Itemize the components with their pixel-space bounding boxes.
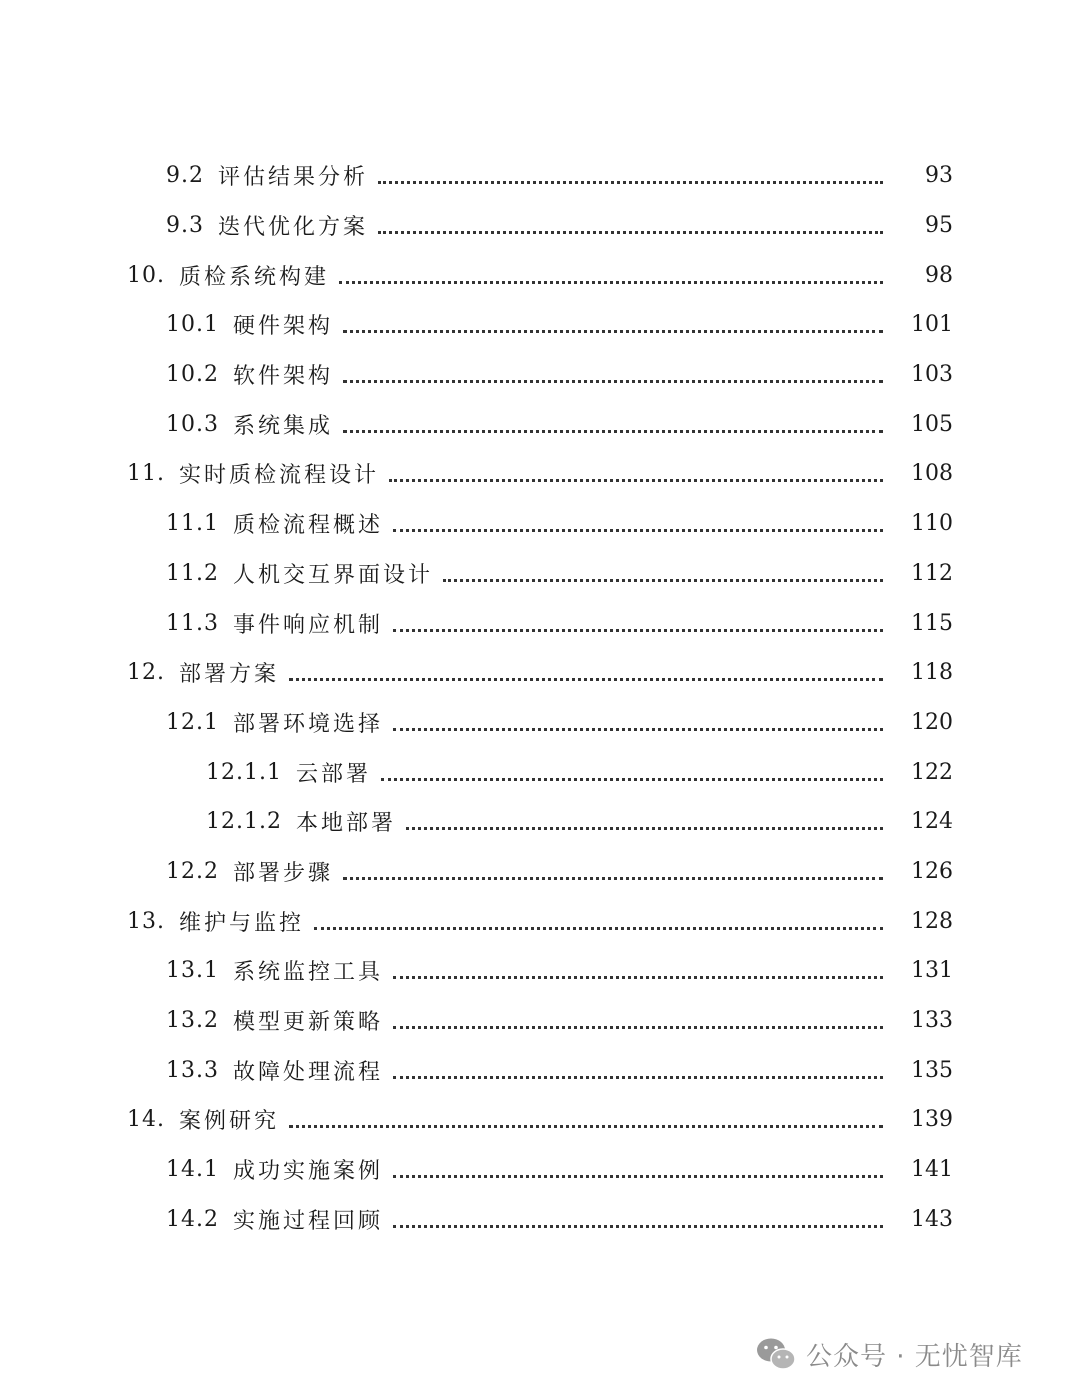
toc-entry-title: 系统监控工具 [232, 960, 383, 986]
toc-entry-number: 9.2 [166, 163, 204, 189]
toc-leader-dots [343, 408, 883, 433]
toc-entry-number: 13.1 [166, 958, 219, 984]
toc-entry-page: 98 [925, 262, 953, 288]
watermark-text: 公众号 · 无忧智库 [806, 1341, 1023, 1372]
toc-entry-number: 14. [127, 1107, 165, 1133]
toc-entry-title: 部署方案 [179, 662, 280, 688]
wechat-icon [756, 1337, 796, 1371]
toc-entry-title: 成功实施案例 [232, 1159, 383, 1185]
toc-entry-page: 135 [911, 1057, 953, 1083]
toc-entry-page: 93 [925, 163, 953, 189]
toc-leader-dots [393, 1004, 883, 1029]
toc-entry-page: 95 [925, 213, 953, 239]
toc-entry-page: 118 [911, 660, 953, 686]
toc-entry[interactable] [0, 847, 1080, 897]
toc-leader-dots [393, 954, 883, 979]
toc-entry-number: 13.3 [166, 1057, 219, 1083]
toc-entry-number: 14.1 [166, 1157, 219, 1183]
toc-entry-number: 12.1.1 [206, 759, 282, 785]
toc-entry[interactable] [0, 1145, 1080, 1195]
toc-leader-dots [443, 557, 883, 582]
toc-leader-dots [381, 756, 883, 781]
toc-entry-title: 云部署 [295, 761, 371, 787]
toc-entry[interactable] [0, 747, 1080, 797]
toc-entry-number: 12. [127, 660, 165, 686]
toc-entry-page: 103 [911, 362, 953, 388]
toc-entry[interactable] [0, 598, 1080, 648]
toc-entry[interactable] [0, 698, 1080, 748]
toc-entry[interactable] [0, 250, 1080, 300]
toc-entry[interactable] [0, 1045, 1080, 1095]
toc-entry-page: 143 [911, 1206, 953, 1232]
toc-entry-number: 13. [127, 908, 165, 934]
toc-entry-page: 133 [911, 1008, 953, 1034]
toc-entry-page: 110 [911, 511, 953, 537]
toc-leader-dots [289, 656, 883, 681]
toc-leader-dots [343, 358, 883, 383]
toc-entry-number: 10.3 [166, 411, 219, 437]
toc-entry-page: 115 [911, 610, 953, 636]
toc-leader-dots [378, 159, 883, 184]
toc-entry[interactable] [0, 946, 1080, 996]
toc-entry-page: 124 [911, 809, 953, 835]
toc-leader-dots [343, 855, 883, 880]
toc-entry-number: 11.1 [166, 511, 219, 537]
toc-entry-title: 维护与监控 [179, 910, 305, 936]
toc-entry-title: 事件响应机制 [232, 612, 383, 638]
toc-entry[interactable] [0, 499, 1080, 549]
toc-entry-number: 12.2 [166, 858, 219, 884]
toc-entry-page: 120 [911, 709, 953, 735]
toc-entry-number: 13.2 [166, 1008, 219, 1034]
toc-entry-title: 质检流程概述 [232, 513, 383, 539]
toc-leader-dots [393, 507, 883, 532]
toc-leader-dots [393, 1153, 883, 1178]
toc-entry-page: 112 [911, 560, 953, 586]
toc-entry-title: 评估结果分析 [218, 165, 369, 191]
toc-entry[interactable] [0, 996, 1080, 1046]
toc-entry-title: 部署步骤 [232, 860, 333, 886]
toc-leader-dots [314, 905, 883, 930]
toc-entry[interactable] [0, 549, 1080, 599]
toc-leader-dots [289, 1103, 883, 1128]
toc-entry[interactable] [0, 896, 1080, 946]
toc-entry-title: 实时质检流程设计 [179, 463, 380, 489]
toc-entry-title: 硬件架构 [232, 314, 333, 340]
toc-entry[interactable] [0, 1194, 1080, 1244]
toc-entry[interactable] [0, 1095, 1080, 1145]
toc-entry-number: 12.1 [166, 709, 219, 735]
toc-leader-dots [339, 259, 883, 284]
toc-entry-page: 141 [911, 1157, 953, 1183]
toc-entry-page: 128 [911, 908, 953, 934]
toc-entry-title: 故障处理流程 [232, 1059, 383, 1085]
toc-leader-dots [389, 457, 883, 482]
toc-entry-number: 11. [127, 461, 165, 487]
toc-entry-number: 10.1 [166, 312, 219, 338]
toc-leader-dots [393, 706, 883, 731]
toc-entry-page: 101 [911, 312, 953, 338]
toc-entry-page: 108 [911, 461, 953, 487]
toc-entry-number: 11.2 [166, 560, 219, 586]
toc-entry-title: 系统集成 [232, 413, 333, 439]
toc-entry-number: 14.2 [166, 1206, 219, 1232]
toc-entry-page: 139 [911, 1107, 953, 1133]
toc-entry-page: 131 [911, 958, 953, 984]
toc-entry-number: 11.3 [166, 610, 219, 636]
toc-entry-title: 本地部署 [295, 811, 396, 837]
toc-entry-page: 105 [911, 411, 953, 437]
toc-entry[interactable] [0, 449, 1080, 499]
toc-leader-dots [343, 308, 883, 333]
watermark [756, 1334, 1023, 1374]
toc-entry-title: 部署环境选择 [232, 711, 383, 737]
toc-leader-dots [406, 805, 883, 830]
table-of-contents [0, 151, 1080, 1244]
toc-entry-title: 人机交互界面设计 [232, 562, 433, 588]
toc-leader-dots [393, 607, 883, 632]
toc-entry-number: 10.2 [166, 362, 219, 388]
toc-entry-number: 9.3 [166, 213, 204, 239]
toc-entry-number: 10. [127, 262, 165, 288]
toc-entry-title: 软件架构 [232, 364, 333, 390]
toc-entry-number: 12.1.2 [206, 809, 282, 835]
toc-entry-title: 迭代优化方案 [218, 215, 369, 241]
toc-entry-title: 案例研究 [179, 1109, 280, 1135]
toc-entry[interactable] [0, 350, 1080, 400]
toc-entry-title: 模型更新策略 [232, 1010, 383, 1036]
toc-entry-title: 质检系统构建 [179, 264, 330, 290]
toc-entry[interactable] [0, 399, 1080, 449]
toc-leader-dots [393, 1054, 883, 1079]
toc-entry[interactable] [0, 300, 1080, 350]
toc-entry-page: 122 [911, 759, 953, 785]
toc-entry[interactable] [0, 797, 1080, 847]
toc-entry[interactable] [0, 151, 1080, 201]
toc-entry-title: 实施过程回顾 [232, 1208, 383, 1234]
toc-entry[interactable] [0, 648, 1080, 698]
toc-leader-dots [378, 209, 883, 234]
toc-entry[interactable] [0, 201, 1080, 251]
toc-entry-page: 126 [911, 858, 953, 884]
toc-leader-dots [393, 1203, 883, 1228]
